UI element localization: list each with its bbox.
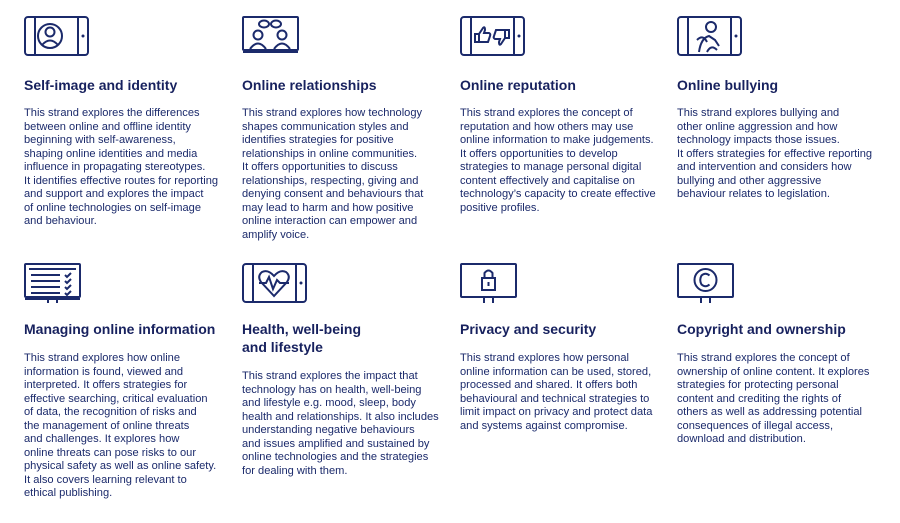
people-chat-icon [242,16,310,58]
heart-pulse-tablet-icon [242,263,310,305]
thumbs-up-down-icon [460,16,528,58]
strand-title: Online relationships [242,77,377,93]
strand-description: This strand explores bullying and other online aggression and how technology impacts those issues. It offers strategies for effective reporting and intervention and considers how bullying and other aggressive behaviour relates to legislation. [677,107,873,200]
strand-title: Managing online information [24,321,216,337]
strand-description: This strand explores the concept of ownership of online content. It explores strategies for protecting personal content and crediting the rights of others as well as addressing potential consequences of illegal access, download and distribution. [677,352,870,445]
strand-description: This strand explores the impact that technology has on health, well-being and lifestyle e.g. mood, sleep, body health and relationships. It also includes understanding negative behaviours and issues amplified and sustained by online technologies and the strategies for dealing with them. [242,370,439,477]
copyright-monitor-icon [677,263,745,305]
strand-title: Health, well-being and lifestyle [242,321,362,355]
strand-description: This strand explores how technology shapes communication styles and identifies strategies for positive relationships in online communities. It offers opportunities to discuss relationships, respecting, giving and denying consent and behaviours that may lead to harm and how positive online interaction can empower and amplify voice. [242,107,424,241]
strand-description: This strand explores the differences between online and offline identity beginning with self-awareness, shaping online identities and media influence in propagating stereotypes. It identifies effective routes for reporting and support and explores the impact of online technologies on self-image and behaviour. [24,107,219,227]
person-in-tablet-icon [24,16,92,58]
strand-title: Self-image and identity [24,77,178,93]
upset-person-tablet-icon [677,16,745,58]
strand-description: This strand explores the concept of reputation and how others may use online information to make judgements. It offers opportunities to develop strategies to manage personal digital content effectively and capitalise on technology’s capacity to create effective positive profiles. [460,107,656,214]
strand-title: Online reputation [460,77,576,93]
monitor-checklist-icon [24,263,92,305]
strand-description: This strand explores how personal online information can be used, stored, processed and shared. It offers both behavioural and technical strategies to limit impact on privacy and protect data and systems against compromise. [460,352,653,432]
strand-title: Copyright and ownership [677,321,846,337]
strand-description: This strand explores how online information is found, viewed and interpreted. It offers strategies for effective searching, critical evaluation of data, the recognition of risks and the management of online threats and challenges. It explores how online threats can pose risks to our physical safety as well as online safety. It also covers learning relevant to ethical publishing. [24,352,217,499]
strand-title: Online bullying [677,77,779,93]
padlock-monitor-icon [460,263,528,305]
strand-title: Privacy and security [460,321,597,337]
